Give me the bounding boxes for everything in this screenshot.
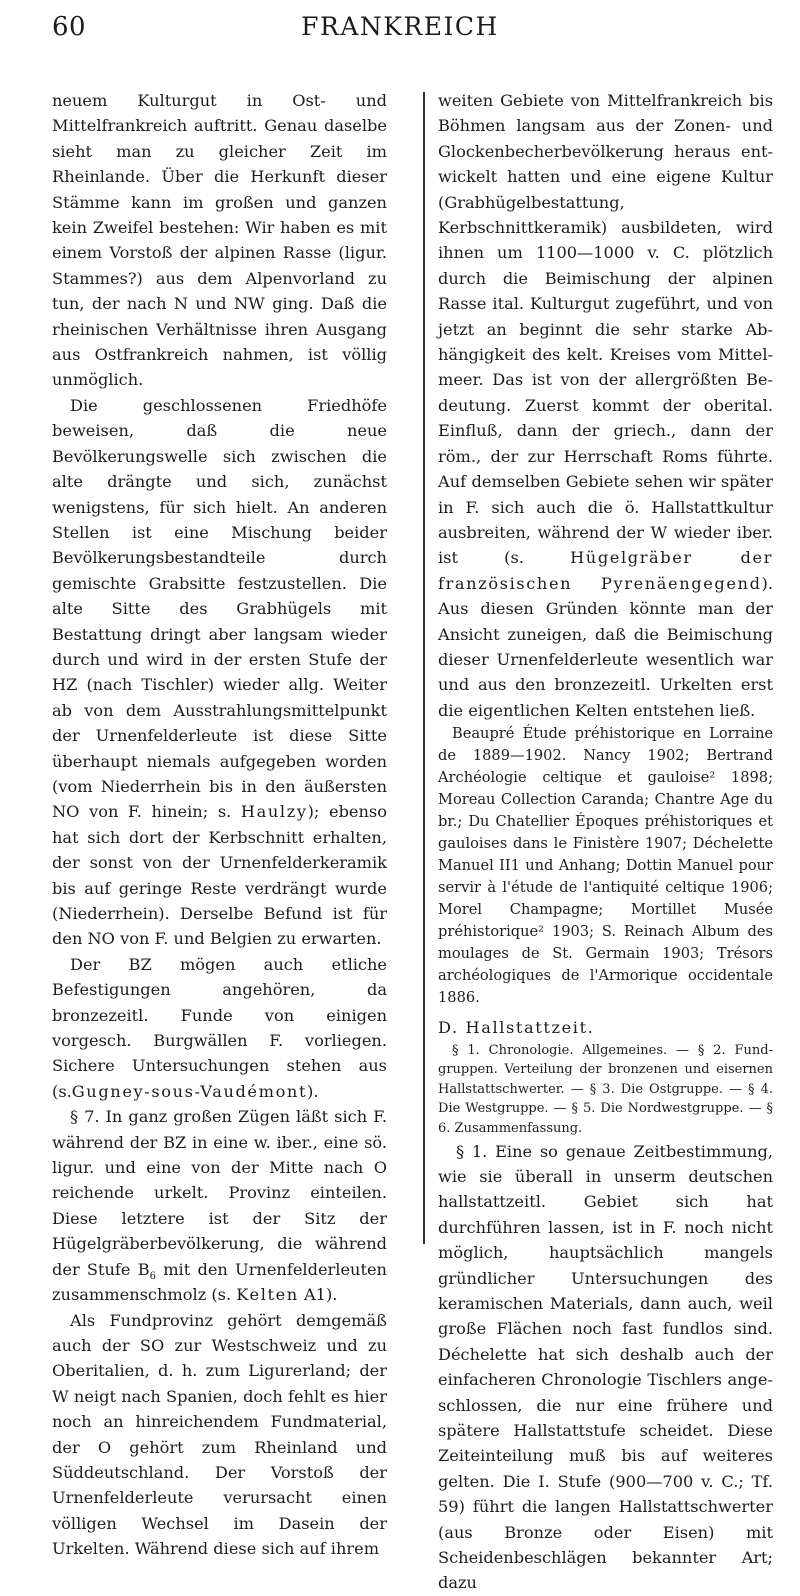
paragraph: weiten Gebiete von Mittelfrankreich bis Böhmen langsam aus der Zonen- und Glockenbecherbevölkerung heraus entwickelt hatten und eine eigene Kultur (Grabhügelbestattung, Kerbschnittkeramik) ausbildeten, wird ihnen um 1100—1000 v. C. plötzlich durch die Beimischung der alpinen Rasse ital. Kulturgut zugeführt, und von jetzt an beginnt die sehr starke Abhängigkeit des kelt. Kreises vom Mittelmeer. Das ist von der allergrößten Bedeutung. Zuerst kommt der oberital. Einfluß, dann der griech., dann der röm., der zur Herrschaft Roms führte. Auf demselben Gebiete sehen wir später in F. sich auch die ö. Hallstattkultur ausbreiten, während der W wieder iber. ist (s. Hügelgräber der französischen Pyrenäengegend). Aus diesen Gründen könnte man der Ansicht zuneigen, daß die Beimischung dieser Urnenfelderleute wesentlich war und aus den bronzezeitl. Urkelten erst die eigentlichen Kelten entstehen ließ. bbox=[438, 91, 774, 720]
page-number: 60 bbox=[52, 12, 87, 42]
cross-reference[interactable]: Haulzy bbox=[240, 802, 308, 822]
right-column bbox=[438, 88, 773, 1596]
paragraph: § 7. In ganz großen Zügen läßt sich F. während der BZ in eine w. iber., eine sö. ligur. und eine von der Mitte nach O reichende urkelt. Provinz einteilen. Diese letztere ist der Sitz der Hügelgräberbevölkerung, die während der Stufe $B_6$ mit den Urnenfelderleuten zusammenschmolz (s. Kelten A1). bbox=[52, 1107, 387, 1305]
paragraph: Der BZ mögen auch etliche Befestigungen angehören, da bronzezeitl. Funde von einigen vorgesch. Burgwällen F. vorliegen. Sichere Untersuchungen stehen aus (s.Gugney-sous-Vaudémont). bbox=[52, 954, 387, 1101]
running-title: FRANKREICH bbox=[301, 12, 499, 41]
column-divider bbox=[423, 92, 425, 1244]
paragraph: § 1. Eine so genaue Zeitbestimmung, wie sie überall in unserm deutschen hallstattzeitl. Gebiet sich hat durchführen lassen, ist in F. noch nicht möglich, hauptsächlich mangels gründlicher Untersuchungen des keramischen Materials, dann auch, weil große Flächen noch fast fundlos sind. Déchelette hat sich deshalb auch der einfacheren Chronologie Tischlers angeschlossen, die nur eine frühere und spätere Hallstattstufe scheidet. Diese Zeiteinteilung muß bis auf weiteres gelten. Die I. Stufe (900—700 v. C.; Tf. 59) führt die langen Hallstattschwerter (aus Bronze oder Eisen) mit Scheidenbeschlägen bekannter Art; dazu bbox=[438, 1141, 773, 1593]
paragraph: Als Fundprovinz gehört demgemäß auch der SO zur Westschweiz und zu Oberitalien, d. h. zum Ligurerland; der W neigt nach Spanien, doch fehlt es hier noch an hinreichendem Fundmaterial, der O gehört zum Rheinland und Süddeutschland. Der Vorstoß der Urnenfelderleute verursacht einen völligen Wechsel im Dasein der Urkelten. Während diese sich auf ihrem bbox=[52, 1310, 387, 1559]
left-column bbox=[52, 88, 387, 1562]
paragraph: neuem Kulturgut in Ost- und Mittelfrankreich auftritt. Genau daselbe sieht man zu gleicher Zeit im Rheinlande. Über die Herkunft dieser Stämme kann im großen und ganzen kein Zweifel bestehen: Wir haben es mit einem Vorstoß der alpinen Rasse (ligur. Stammes?) aus dem Alpenvorland zu tun, der nach N und NW ging. Daß die rheinischen Verhältnisse ihren Ausgang aus Ostfrankreich nahmen, ist völlig unmöglich. bbox=[52, 91, 387, 390]
section-contents: § 1. Chronologie. Allgemeines. — § 2. Fundgruppen. Verteilung der bronzenen und eisernen Hallstattschwerter. — § 3. Die Ostgruppe. — § 4. Die Westgruppe. — § 5. Die Nordwestgruppe. — § 6. Zusammenfassung. bbox=[438, 1042, 773, 1136]
section-heading: D. Hallstattzeit. bbox=[438, 1018, 595, 1038]
literature-list: Beaupré Étude préhistorique en Lorraine de 1889—1902. Nancy 1902; Bertrand Archéologie celtique et gauloise² 1898; Moreau Collection Caranda; Chantre Age du br.; Du Chatellier Époques préhistoriques et gauloises dans le Finistère 1907; Déchelette Manuel II1 und Anhang; Dottin Manuel pour servir à l'étude de l'antiquité celtique 1906; Morel Champagne; Mortillet Musée préhistorique² 1903; S. Reinach Album des moulages de St. Germain 1903; Trésors archéologiques de l'Armorique occidentale 1886. bbox=[438, 725, 773, 1007]
paragraph: Die geschlossenen Friedhöfe beweisen, daß die neue Bevölkerungswelle sich zwischen die alte drängte und sich, zunächst wenigstens, für sich hielt. An anderen Stellen ist eine Mischung beider Bevölkerungsbestandteile durch gemischte Grabsitte festzustellen. Die alte Sitte des Grabhügels mit Bestattung dringt aber langsam wieder durch und wird in der ersten Stufe der HZ (nach Tischler) wieder allg. Weiter ab von dem Ausstrahlungsmittelpunkt der Urnenfelderleute ist diese Sitte überhaupt niemals aufgegeben worden (vom Niederrhein bis in den äußersten NO von F. hinein; s. Haulzy); ebenso hat sich dort der Kerbschnitt erhalten, der sonst von der Urnenfelderkeramik bis auf geringe Reste verdrängt wurde (Niederrhein). Derselbe Befund ist für den NO von F. und Belgien zu erwarten. bbox=[52, 395, 387, 949]
cross-reference[interactable]: Kelten bbox=[236, 1285, 299, 1305]
cross-reference[interactable]: Hügelgräber der französischen Pyrenäengegend bbox=[438, 548, 774, 593]
cross-reference[interactable]: Gugney-sous-Vaudémont bbox=[71, 1081, 308, 1101]
subscript: 6 bbox=[149, 1270, 156, 1282]
